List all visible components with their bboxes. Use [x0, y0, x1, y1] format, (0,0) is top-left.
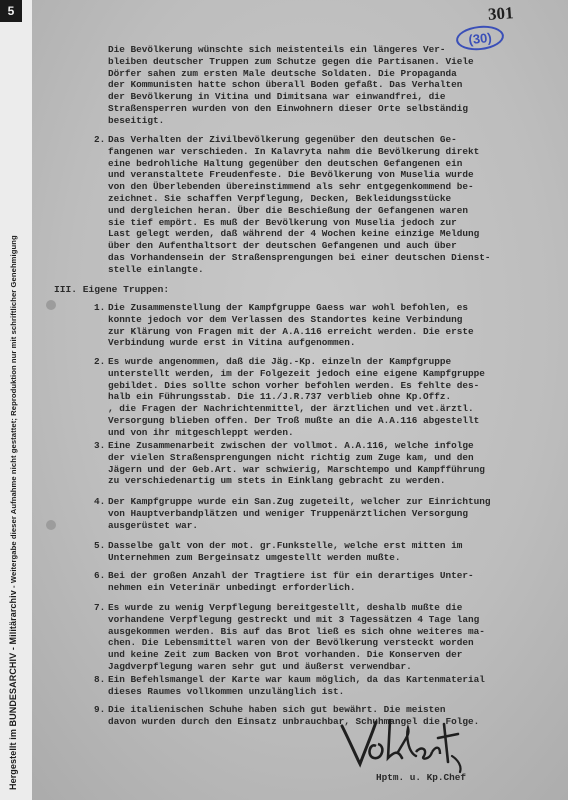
section-3-item-5 — [108, 540, 462, 564]
item-number: 5. — [94, 540, 106, 551]
section-3-item-1 — [108, 302, 474, 349]
item-number: 1. — [94, 302, 106, 313]
item-number: 2. — [94, 134, 106, 145]
punch-hole — [46, 520, 56, 530]
text-line: und dergleichen heran. Über die Beschießung der Gefangenen waren — [108, 204, 469, 216]
text-line: gebildet. Dies sollte schon vorher befohlen werden. Es fehlte des- — [108, 379, 480, 391]
section-heading: III. Eigene Truppen: — [54, 284, 170, 295]
text-line: stelle einlangte. — [108, 263, 204, 275]
text-line: Es wurde angenommen, daß die Jäg.-Kp. einzeln der Kampfgruppe — [108, 356, 452, 367]
text-line: von den Überlebenden übereinstimmend als sehr entgegenkommend be- — [108, 181, 474, 193]
text-line: konnte jedoch vor dem Verlassen des Standortes keine Verbindung — [108, 313, 463, 325]
text-line: Dörfer sahen zum ersten Male deutsche Soldaten. Die Propaganda — [108, 67, 457, 79]
text-line: Last gelegt werden, daß während der 4 Wochen keine einzige Meldung — [108, 228, 480, 240]
text-line: Straßensperren wurden von den Einwohnern dieser Orte selbständig — [108, 102, 469, 114]
text-line: eine bedrohliche Haltung gegenüber den deutschen Gefangenen ein — [108, 157, 463, 169]
item-number: 3. — [94, 440, 106, 451]
text-line: zeichnet. Sie schaffen Verpflegung, Decken, Bekleidungsstücke — [108, 192, 452, 204]
section-3-item-4 — [108, 496, 491, 531]
folio-number: 301 — [487, 3, 515, 24]
text-line: bleiben deutscher Truppen zum Schutze gegen die Partisanen. Viele — [108, 55, 474, 67]
text-line: beseitigt. — [108, 114, 165, 126]
item-number: 9. — [94, 704, 106, 715]
archive-notice-main: Hergestellt im BUNDESARCHIV - Militärarchiv — [8, 590, 18, 790]
item-number: 7. — [94, 602, 106, 613]
page-tab: 5 — [0, 0, 22, 22]
text-line: halb ein Führungsstab. Die 11./J.R.737 verblieb ohne Kp.Offz. — [108, 391, 452, 403]
signer-title: Hptm. u. Kp.Chef — [376, 772, 467, 783]
text-line: sie tief empört. Es muß der Bevölkerung von Muselia jedoch zur — [108, 216, 457, 228]
text-line: ausgekommen werden. Bis auf das Brot ließ es sich ohne weiteres ma- — [108, 625, 485, 637]
text-line: chen. Die Lebensmittel waren von der Bevölkerung versteckt worden — [108, 637, 474, 649]
text-line: von Hauptverbandplätzen und weniger Truppenärztlichen Versorgung — [108, 507, 469, 519]
item-number: 4. — [94, 496, 106, 507]
archive-notice — [8, 235, 18, 790]
text-line: zu verschiedenartig um stets in Einklang gebracht zu werden. — [108, 475, 446, 487]
text-line: fangenen war verschieden. In Kalavryta nahm die Bevölkerung direkt — [108, 145, 480, 157]
text-line: der Bevölkerung in Vitina und Dimitsana war einwandfrei, die — [108, 91, 446, 103]
text-line: zur Klärung von Fragen mit der A.A.116 erreicht werden. Die erste — [108, 325, 474, 337]
text-line: das Vorhandensein der Straßensprengungen bei einer deutschen Dienst- — [108, 251, 491, 263]
punch-hole — [46, 300, 56, 310]
text-line: Jagdverpflegung waren sehr gut und äußerst verwendbar. — [108, 660, 412, 672]
text-line: vorhandene Verpflegung gestreckt und mit 3 Tagessätzen 4 Tage lang — [108, 613, 480, 625]
text-line: Dasselbe galt von der mot. gr.Funkstelle, welche erst mitten im — [108, 540, 463, 551]
text-line: unterstellt werden, im der Folgezeit jedoch eine eigene Kampfgruppe — [108, 367, 485, 379]
text-line: Bei der großen Anzahl der Tragtiere ist für ein derartiges Unter- — [108, 570, 474, 581]
text-line: Eine Zusammenarbeit zwischen der vollmot. A.A.116, welche infolge — [108, 440, 474, 451]
text-line: Die Bevölkerung wünschte sich meistenteils ein längeres Ver- — [108, 44, 446, 55]
text-line: Versorgung blieben offen. Der Troß mußte an die A.A.116 abgestellt — [108, 414, 480, 426]
page-stamp: (30) — [455, 24, 505, 53]
item-number: 6. — [94, 570, 106, 581]
text-line: und veranstaltete Freudenfeste. Die Bevölkerung von Muselia wurde — [108, 169, 474, 181]
text-line: dieses Raumes vollkommen unzulänglich ist. — [108, 685, 345, 697]
intro-paragraph — [108, 44, 474, 127]
text-line: Verbindung wurde erst in Vitina aufgenommen. — [108, 337, 356, 349]
text-line: Das Verhalten der Zivilbevölkerung gegenüber den deutschen Ge- — [108, 134, 457, 145]
item-number: 8. — [94, 674, 106, 685]
text-line: und von ihr mitgeschleppt werden. — [108, 426, 294, 438]
section-3-item-6 — [108, 570, 474, 594]
text-line: Die Zusammenstellung der Kampfgruppe Gaess war wohl befohlen, es — [108, 302, 469, 313]
item-number: 2. — [94, 356, 106, 367]
text-line: nehmen ein Veterinär unbedingt erforderlich. — [108, 581, 356, 593]
section-3-item-8 — [108, 674, 485, 698]
text-line: , die Fragen der Nachrichtenmittel, der ärztlichen und vet.ärztl. — [108, 403, 474, 415]
text-line: über den Aufenthaltsort der deutschen Gefangenen und auch über — [108, 240, 457, 252]
text-line: Jägern und der Geb.Art. war schwierig, Marschtempo und Kampfführung — [108, 463, 485, 475]
item-2-paragraph — [108, 134, 491, 276]
text-line: der Kommunisten hatte schon überall Boden gefaßt. Das Verhalten — [108, 79, 463, 91]
text-line: der vielen Straßensprengungen nicht richtig zum Zuge kam, und den — [108, 451, 474, 463]
text-line: Der Kampfgruppe wurde ein San.Zug zugeteilt, welcher zur Einrichtung — [108, 496, 491, 507]
text-line: Unternehmen zum Bergeinsatz umgestellt werden mußte. — [108, 551, 401, 563]
text-line: Die italienischen Schuhe haben sich gut bewährt. Die meisten — [108, 704, 446, 715]
text-line: Es wurde zu wenig Verpflegung bereitgestellt, deshalb mußte die — [108, 602, 463, 613]
section-3-item-7 — [108, 602, 485, 673]
text-line: ausgerüstet war. — [108, 519, 199, 531]
text-line: Ein Befehlsmangel der Karte war kaum möglich, da das Kartenmaterial — [108, 674, 485, 685]
archive-notice-rest: - Weitergabe dieser Aufnahme nicht gestattet; Reproduktion nur mit schriftlicher Genehmigung — [9, 235, 18, 591]
section-3-item-2 — [108, 356, 485, 439]
text-line: davon wurden durch den Einsatz unbrauchbar, Schuhmangel die Folge. — [108, 715, 480, 727]
handwritten-signature — [336, 712, 466, 774]
text-line: und keine Zeit zum Backen von Brot vorhanden. Die Konserven der — [108, 649, 463, 661]
section-3-item-3 — [108, 440, 485, 487]
